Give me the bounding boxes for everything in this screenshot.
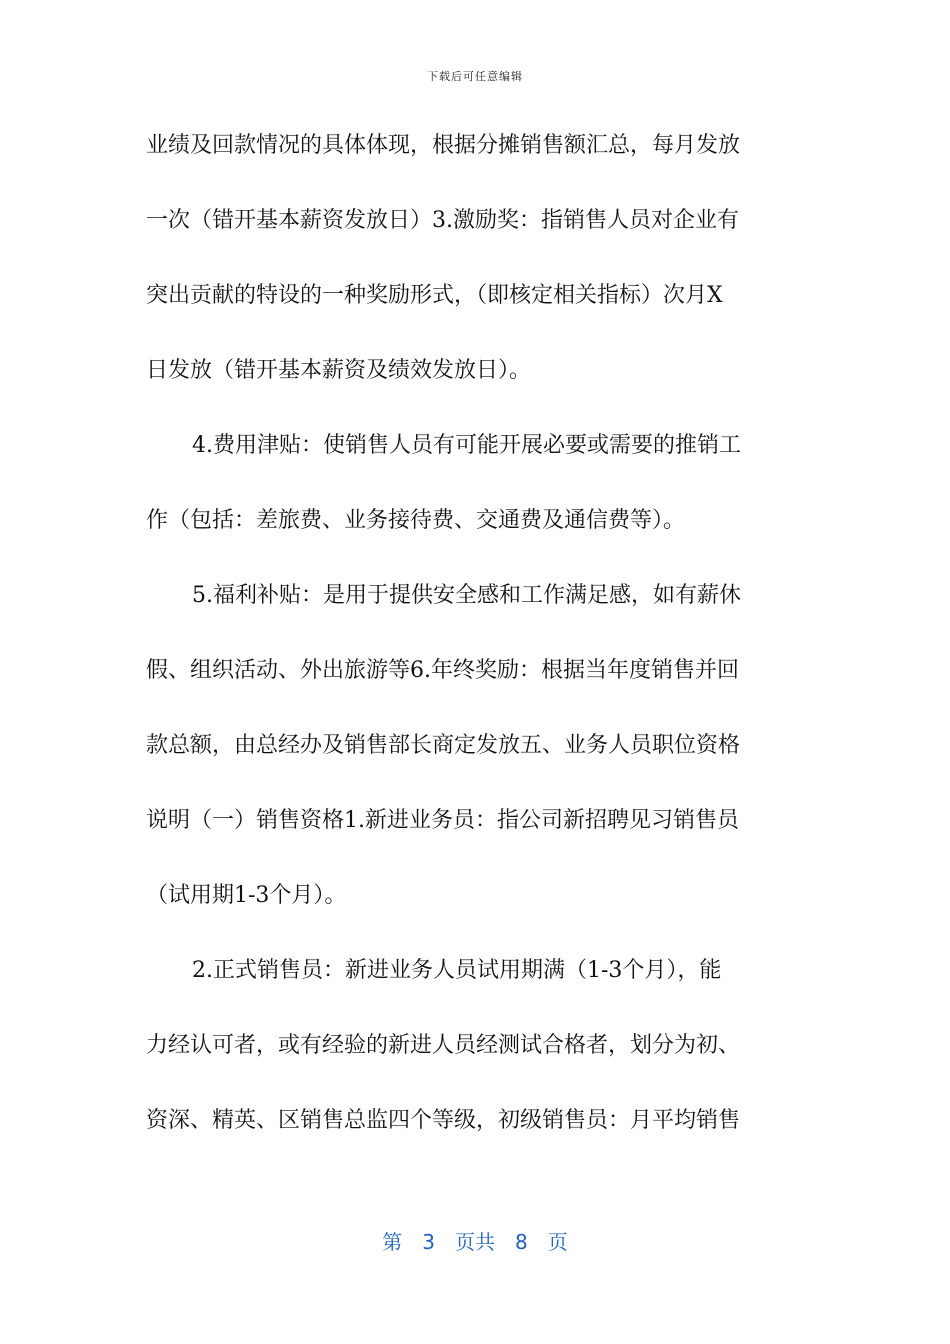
text-line: 作（包括：差旅费、业务接待费、交通费及通信费等）。 bbox=[146, 508, 686, 533]
text-line: 力经认可者，或有经验的新进人员经测试合格者，划分为初、 bbox=[146, 1033, 741, 1058]
text-line: 款总额，由总经办及销售部长商定发放五、业务人员职位资格 bbox=[146, 733, 741, 758]
page-footer bbox=[0, 1226, 950, 1255]
text-line: 说明（一）销售资格1.新进业务员：指公司新招聘见习销售员 bbox=[146, 808, 739, 833]
text-line: 4.费用津贴：使销售人员有可能开展必要或需要的推销工 bbox=[192, 433, 741, 458]
text-line: 突出贡献的特设的一种奖励形式，（即核定相关指标）次月X bbox=[146, 283, 723, 308]
total-pages: 8 bbox=[515, 1230, 528, 1254]
page-label-mid: 页共 bbox=[455, 1230, 495, 1254]
text-line: 一次（错开基本薪资发放日）3.激励奖：指销售人员对企业有 bbox=[146, 208, 739, 233]
page-number: 3 bbox=[422, 1230, 435, 1254]
text-line: 假、组织活动、外出旅游等6.年终奖励：根据当年度销售并回 bbox=[146, 658, 739, 683]
text-line: 2.正式销售员：新进业务人员试用期满（1-3个月），能 bbox=[192, 958, 722, 983]
page-label-suffix: 页 bbox=[547, 1230, 568, 1254]
page-header: 下载后可任意编辑 bbox=[427, 70, 523, 83]
text-line: 日发放（错开基本薪资及绩效发放日）。 bbox=[146, 358, 532, 383]
document-body bbox=[146, 126, 796, 1176]
text-line: 资深、精英、区销售总监四个等级，初级销售员：月平均销售 bbox=[146, 1108, 741, 1133]
page-label-prefix: 第 bbox=[382, 1230, 403, 1254]
text-line: 业绩及回款情况的具体体现，根据分摊销售额汇总，每月发放 bbox=[146, 133, 741, 158]
text-line: 5.福利补贴：是用于提供安全感和工作满足感，如有薪休 bbox=[192, 583, 741, 608]
text-line: （试用期1-3个月）。 bbox=[146, 883, 347, 908]
